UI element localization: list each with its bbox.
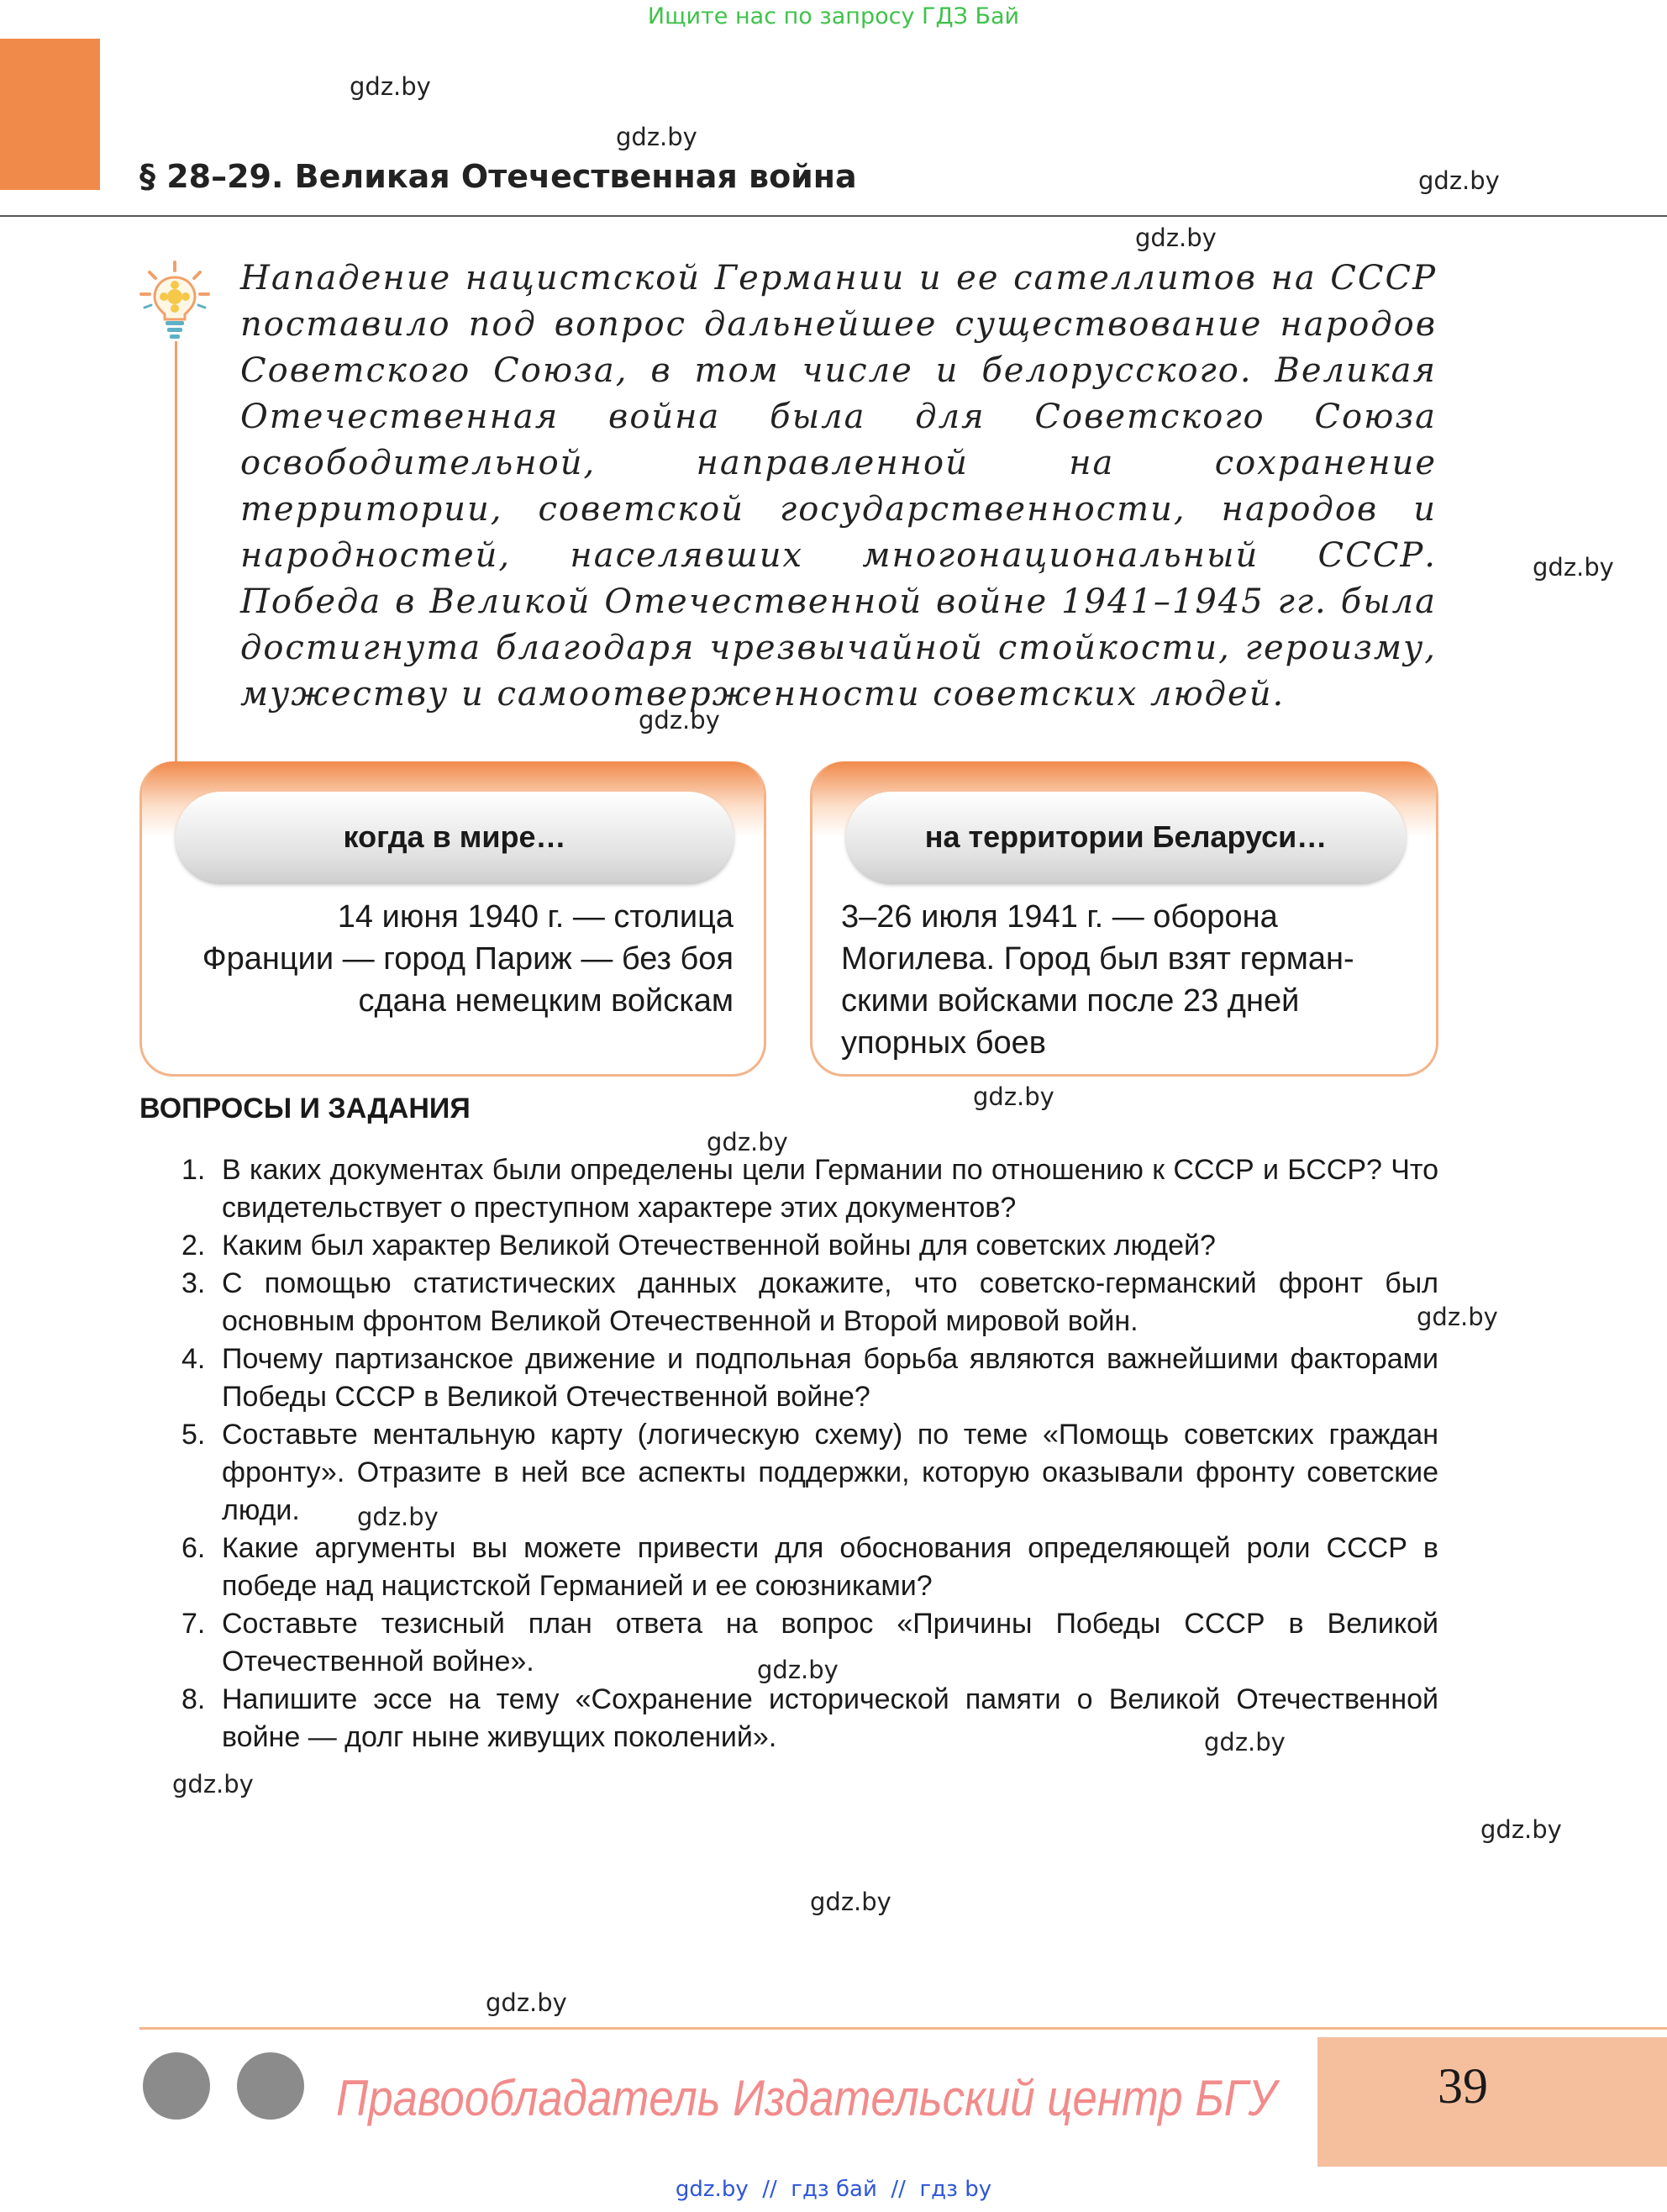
question-text: Почему партизанское движение и подпольная борьба являются важнейшими факторами Победы СССР в Великой Отечественной войне? xyxy=(222,1343,1438,1413)
card-belarus xyxy=(810,761,1438,1077)
card-line: упорных боев xyxy=(841,1025,1046,1061)
watermark: gdz.by xyxy=(810,1888,891,1916)
card-line: 3–26 июля 1941 г. — оборона xyxy=(841,899,1278,935)
bulb-connector-line xyxy=(175,341,177,777)
question-item xyxy=(181,1340,1438,1416)
watermark: gdz.by xyxy=(1417,1303,1498,1331)
watermark: gdz.by xyxy=(707,1128,788,1156)
question-number: 1. xyxy=(181,1154,206,1186)
watermark: gdz.by xyxy=(757,1656,839,1684)
watermark: gdz.by xyxy=(1480,1815,1562,1844)
question-item xyxy=(181,1416,1438,1530)
card-line: скими войсками после 23 дней xyxy=(841,983,1300,1019)
question-text: В каких документах были определены цели Германии по отношению к СССР и БССР? Что свидетельствует о преступном характере этих документов? xyxy=(222,1154,1438,1224)
lightbulb-icon xyxy=(138,259,217,343)
bottom-links[interactable]: gdz.by // гдз бай // гдз by xyxy=(675,2177,992,2202)
question-number: 5. xyxy=(181,1419,206,1451)
question-text: С помощью статистических данных докажите, что советско-германский фронт был основным фронтом Великой Отечественной и Второй мировой войн. xyxy=(222,1267,1438,1337)
questions-heading: ВОПРОСЫ И ЗАДАНИЯ xyxy=(139,1093,471,1124)
title-divider xyxy=(0,215,1667,217)
section-title: § 28–29. Великая Отечественная война xyxy=(139,158,857,195)
question-text: Составьте тезисный план ответа на вопрос «Причины Победы СССР в Великой Отечественной войне». xyxy=(222,1608,1438,1677)
question-item xyxy=(181,1151,1438,1227)
intro-paragraph: Нападение нацистской Германии и ее сателлитов на СССР поставило под вопрос дальнейшее существование народов Советского Союза, в том числе и белорусского. Великая Отечественная война была для Советского Союза освободительной, направленной на сохранение территории, советской государственности, народов и народностей, населявших многонациональный СССР. Победа в Великой Отечественной войне 1941–1945 гг. была достигнута благодаря чрезвычайной стойкости, героизму, мужеству и самоотверженности советских людей. xyxy=(240,259,1437,714)
card-line: 14 июня 1940 г. — столица xyxy=(337,899,734,935)
question-number: 7. xyxy=(181,1608,206,1640)
footer-divider xyxy=(139,2027,1667,2030)
question-text: Составьте ментальную карту (логическую схему) по теме «Помощь советских граждан фронту». Отразите в ней все аспекты поддержки, которую оказывали фронту советские люди. xyxy=(222,1419,1438,1526)
question-number: 3. xyxy=(181,1267,206,1299)
watermark: gdz.by xyxy=(350,72,431,101)
copyright-notice: Правообладатель Издательский центр БГУ xyxy=(336,2070,1277,2126)
question-item xyxy=(181,1530,1438,1605)
watermark: gdz.by xyxy=(1418,166,1500,195)
question-text: Каким был характер Великой Отечественной войны для советских людей? xyxy=(222,1230,1216,1261)
watermark: gdz.by xyxy=(172,1770,254,1799)
watermark: gdz.by xyxy=(357,1503,439,1531)
question-number: 4. xyxy=(181,1343,206,1375)
question-number: 6. xyxy=(181,1532,206,1564)
card-world-title: когда в мире… xyxy=(176,792,734,882)
question-number: 8. xyxy=(181,1683,206,1715)
watermark: gdz.by xyxy=(1135,224,1217,252)
card-world xyxy=(139,761,766,1077)
question-item xyxy=(181,1605,1438,1681)
gray-dot-icon xyxy=(143,2052,210,2120)
watermark: gdz.by xyxy=(973,1082,1054,1111)
question-item xyxy=(181,1265,1438,1340)
card-belarus-text xyxy=(841,896,1354,1064)
question-text: Какие аргументы вы можете привести для обоснования определяющей роли СССР в победе над нацистской Германией и ее союзниками? xyxy=(222,1532,1438,1602)
question-item xyxy=(181,1227,1438,1265)
card-line: Франции — город Париж — без боя xyxy=(202,941,734,977)
watermark: gdz.by xyxy=(616,123,697,151)
questions-list xyxy=(181,1151,1438,1756)
top-banner[interactable]: Ищите нас по запросу ГДЗ Бай xyxy=(647,3,1020,29)
card-belarus-title: на территории Беларуси… xyxy=(846,792,1406,882)
card-line: сдана немецким войскам xyxy=(358,983,734,1019)
gray-dot-icon xyxy=(237,2052,304,2120)
watermark: gdz.by xyxy=(486,1988,567,2017)
watermark: gdz.by xyxy=(1204,1728,1286,1756)
card-world-text xyxy=(202,896,734,1022)
question-text: Напишите эссе на тему «Сохранение исторической памяти о Великой Отечественной войне — долг ныне живущих поколений». xyxy=(222,1683,1438,1753)
page-number: 39 xyxy=(1438,2058,1488,2114)
question-item xyxy=(181,1681,1438,1756)
watermark: gdz.by xyxy=(1533,553,1614,582)
chapter-tab xyxy=(0,39,100,190)
question-number: 2. xyxy=(181,1230,206,1261)
watermark: gdz.by xyxy=(639,706,720,735)
card-line: Могилева. Город был взят герман- xyxy=(841,941,1354,977)
